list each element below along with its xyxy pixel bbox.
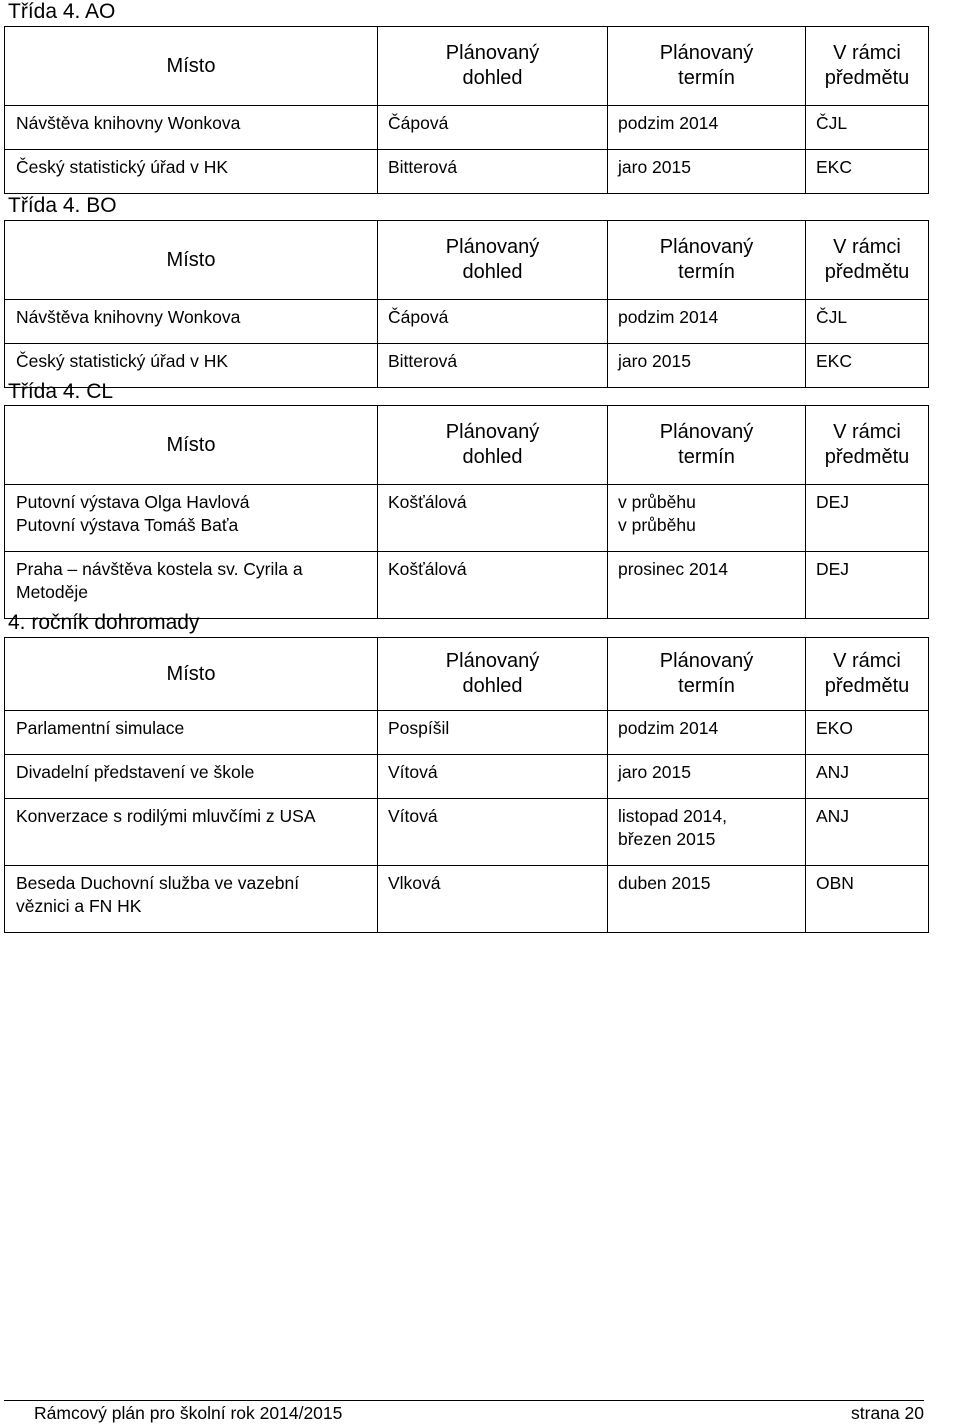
table-4ao — [4, 26, 929, 194]
header-predmet: V rámci předmětu — [806, 638, 929, 711]
header-dohled: Plánovaný dohled — [378, 221, 608, 300]
header-termin: Plánovaný termín — [608, 221, 806, 300]
table-row — [5, 711, 929, 755]
header-dohled: Plánovaný dohled — [378, 27, 608, 106]
cell-dohled: Bitterová — [378, 150, 608, 194]
table-4bo — [4, 220, 929, 388]
table-row — [5, 150, 929, 194]
cell-predmet: ČJL — [806, 300, 929, 344]
section-title-4cl: Třída 4. CL — [8, 380, 114, 403]
cell-termin: jaro 2015 — [608, 755, 806, 799]
cell-predmet: ČJL — [806, 106, 929, 150]
section-title-4-rocnik: 4. ročník dohromady — [8, 611, 200, 634]
header-misto: Místo — [5, 221, 378, 300]
cell-misto: Konverzace s rodilými mluvčími z USA — [5, 799, 378, 866]
cell-dohled: Pospíšil — [378, 711, 608, 755]
cell-misto: Návštěva knihovny Wonkova — [5, 106, 378, 150]
cell-predmet: OBN — [806, 866, 929, 933]
cell-termin: v průběhu v průběhu — [608, 485, 806, 552]
header-termin: Plánovaný termín — [608, 27, 806, 106]
cell-dohled: Vítová — [378, 799, 608, 866]
header-predmet: V rámci předmětu — [806, 221, 929, 300]
cell-dohled: Bitterová — [378, 344, 608, 388]
cell-termin: prosinec 2014 — [608, 552, 806, 619]
cell-predmet: EKC — [806, 150, 929, 194]
cell-dohled: Vlková — [378, 866, 608, 933]
cell-termin: listopad 2014, březen 2015 — [608, 799, 806, 866]
cell-predmet: EKO — [806, 711, 929, 755]
page-footer — [4, 1400, 924, 1424]
cell-misto: Český statistický úřad v HK — [5, 344, 378, 388]
cell-dohled: Vítová — [378, 755, 608, 799]
cell-termin: jaro 2015 — [608, 344, 806, 388]
cell-termin: jaro 2015 — [608, 150, 806, 194]
cell-misto: Návštěva knihovny Wonkova — [5, 300, 378, 344]
header-termin: Plánovaný termín — [608, 406, 806, 485]
cell-predmet: DEJ — [806, 485, 929, 552]
header-dohled: Plánovaný dohled — [378, 638, 608, 711]
cell-predmet: ANJ — [806, 799, 929, 866]
header-predmet: V rámci předmětu — [806, 406, 929, 485]
table-header-row — [5, 638, 929, 711]
table-row — [5, 866, 929, 933]
cell-termin: podzim 2014 — [608, 711, 806, 755]
cell-dohled: Čápová — [378, 106, 608, 150]
table-header-row — [5, 27, 929, 106]
table-row — [5, 799, 929, 866]
table-header-row — [5, 221, 929, 300]
table-header-row — [5, 406, 929, 485]
cell-dohled: Čápová — [378, 300, 608, 344]
footer-page-number: strana 20 — [851, 1403, 924, 1423]
cell-misto: Český statistický úřad v HK — [5, 150, 378, 194]
table-row — [5, 552, 929, 619]
header-dohled: Plánovaný dohled — [378, 406, 608, 485]
header-misto: Místo — [5, 638, 378, 711]
section-title-4ao: Třída 4. AO — [8, 0, 116, 23]
table-row — [5, 106, 929, 150]
cell-predmet: ANJ — [806, 755, 929, 799]
footer-document-title: Rámcový plán pro školní rok 2014/2015 — [34, 1403, 343, 1423]
cell-predmet: EKC — [806, 344, 929, 388]
cell-termin: duben 2015 — [608, 866, 806, 933]
table-row — [5, 344, 929, 388]
cell-termin: podzim 2014 — [608, 106, 806, 150]
header-misto: Místo — [5, 406, 378, 485]
table-4cl — [4, 405, 929, 619]
cell-misto: Praha – návštěva kostela sv. Cyrila a Metoděje — [5, 552, 378, 619]
cell-termin: podzim 2014 — [608, 300, 806, 344]
header-termin: Plánovaný termín — [608, 638, 806, 711]
header-misto: Místo — [5, 27, 378, 106]
cell-dohled: Košťálová — [378, 552, 608, 619]
header-predmet: V rámci předmětu — [806, 27, 929, 106]
cell-predmet: DEJ — [806, 552, 929, 619]
table-row — [5, 485, 929, 552]
table-row — [5, 755, 929, 799]
cell-misto: Beseda Duchovní služba ve vazební věznici a FN HK — [5, 866, 378, 933]
table-row — [5, 300, 929, 344]
cell-dohled: Košťálová — [378, 485, 608, 552]
cell-misto: Divadelní představení ve škole — [5, 755, 378, 799]
cell-misto: Parlamentní simulace — [5, 711, 378, 755]
section-title-4bo: Třída 4. BO — [8, 194, 117, 217]
cell-misto: Putovní výstava Olga Havlová Putovní výstava Tomáš Baťa — [5, 485, 378, 552]
table-4-rocnik — [4, 637, 929, 933]
